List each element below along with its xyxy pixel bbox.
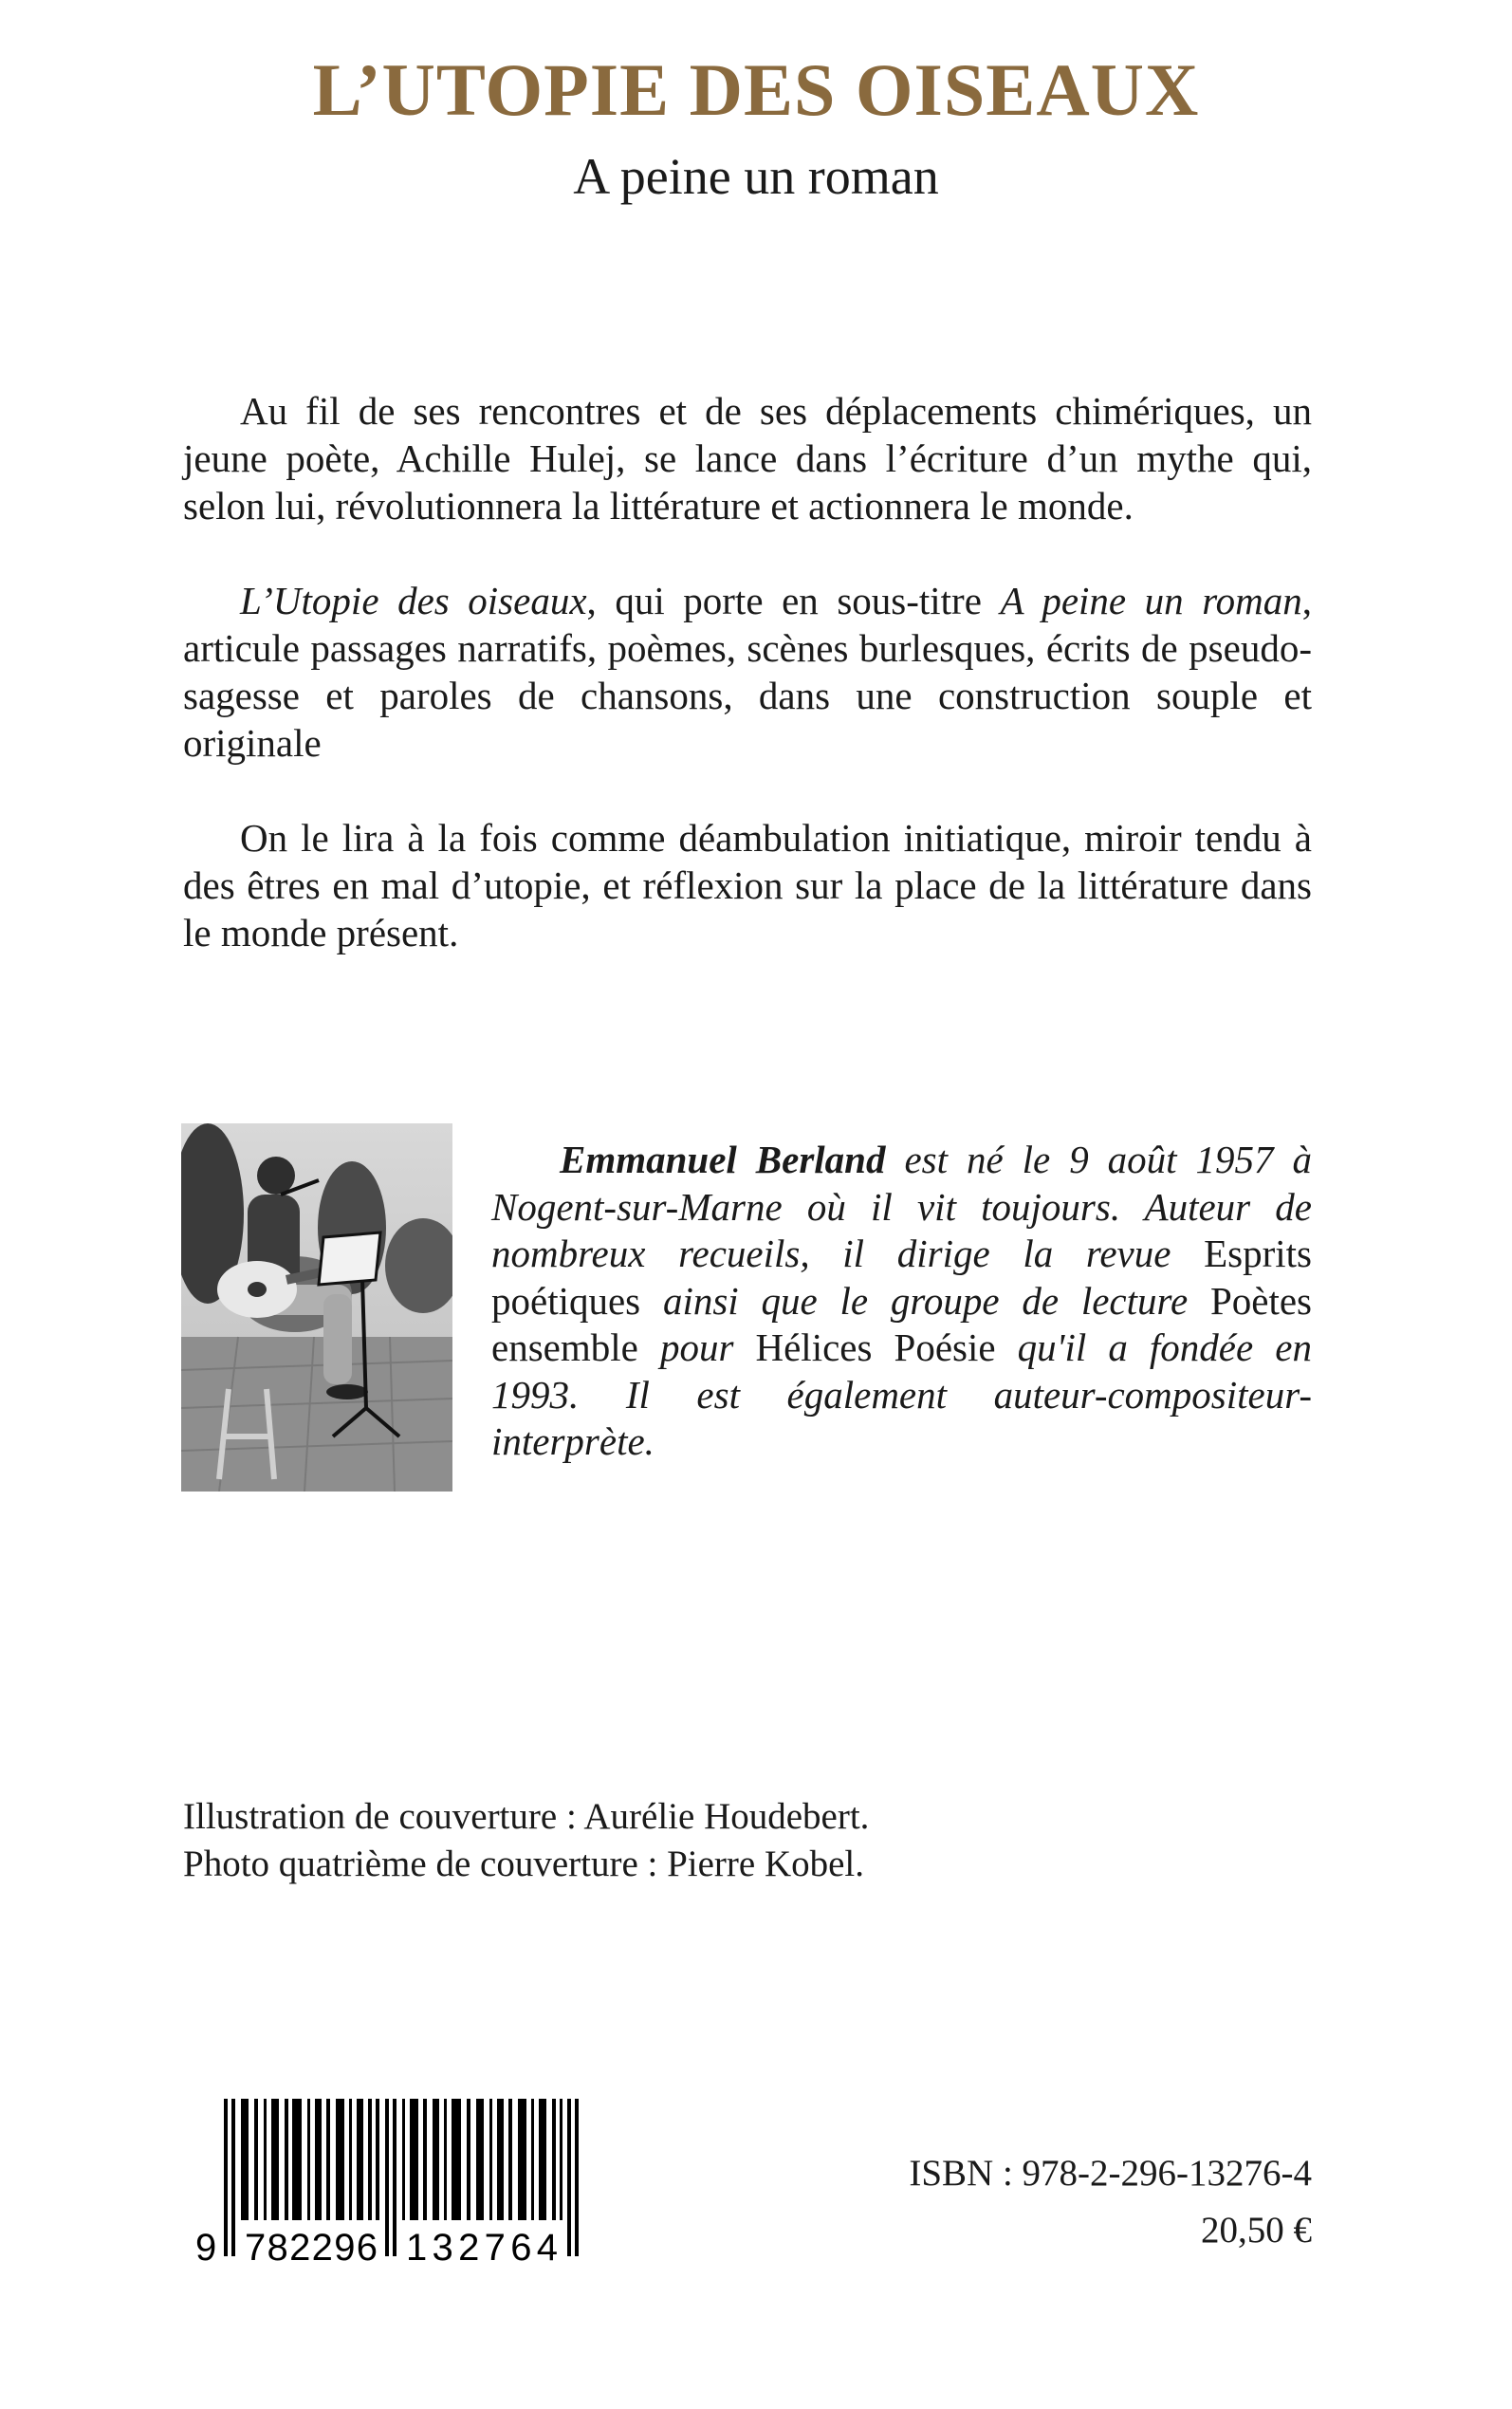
author-name: Emmanuel Berland bbox=[560, 1138, 886, 1181]
bio-revue: Esprits poétiques bbox=[491, 1232, 1312, 1323]
bio-text-4: qu'il a fondée en 1993. Il est également auteur-compositeur-interprète. bbox=[491, 1325, 1312, 1463]
bio-text-1: est né le 9 août 1957 à Nogent-sur-Marne où il vit toujours. Auteur de nombreux recueils, il dirige la revue bbox=[491, 1138, 1312, 1275]
bio-groupe: Poètes ensemble bbox=[491, 1278, 1312, 1369]
barcode-digits-right: 132764 bbox=[406, 2227, 558, 2268]
blurb-paragraph-3 bbox=[183, 814, 1312, 956]
author-photo bbox=[181, 1123, 452, 1492]
blurb-text-2b: , articule passages narratifs, poèmes, scènes burlesques, écrits de pseudo-sagesse et paroles de chansons, dans une construction souple et originale bbox=[183, 579, 1313, 765]
book-title: L’UTOPIE DES OISEAUX bbox=[312, 48, 1200, 131]
blurb-book-title: L’Utopie des oiseaux bbox=[240, 579, 587, 622]
blurb-text-1: Au fil de ses rencontres et de ses déplacements chimériques, un jeune poète, Achille Hulej, se lance dans l’écriture d’un mythe qui, selon lui, révolutionnera la littérature et actionnera le monde. bbox=[183, 389, 1312, 528]
bio-association: Hélices Poésie bbox=[755, 1325, 996, 1369]
price: 20,50 € bbox=[1201, 2210, 1312, 2251]
barcode-digits-left: 782296 bbox=[245, 2227, 378, 2268]
blurb-text-2a: , qui porte en sous-titre bbox=[586, 579, 1001, 622]
illustration-credit: Illustration de couverture : Aurélie Houdebert. bbox=[183, 1796, 870, 1837]
blurb-text-3: On le lira à la fois comme déambulation initiatique, miroir tendu à des êtres en mal d’utopie, et réflexion sur la place de la littérature dans le monde présent. bbox=[183, 816, 1312, 954]
barcode-digit-first: 9 bbox=[195, 2227, 217, 2268]
credits bbox=[183, 1793, 869, 1888]
book-subtitle: A peine un roman bbox=[573, 148, 939, 205]
bio-text-2: ainsi que le groupe de lecture bbox=[640, 1278, 1210, 1323]
isbn-number: ISBN : 978-2-296-13276-4 bbox=[909, 2153, 1312, 2194]
bio-text-3: pour bbox=[637, 1325, 756, 1369]
blurb-book-subtitle: A peine un roman bbox=[1000, 579, 1302, 622]
blurb-paragraph-2 bbox=[183, 577, 1312, 767]
barcode-digits bbox=[195, 2220, 603, 2268]
photo-credit: Photo quatrième de couverture : Pierre Kobel. bbox=[183, 1844, 865, 1884]
author-bio bbox=[491, 1137, 1312, 1466]
blurb-paragraph-1 bbox=[183, 387, 1312, 529]
